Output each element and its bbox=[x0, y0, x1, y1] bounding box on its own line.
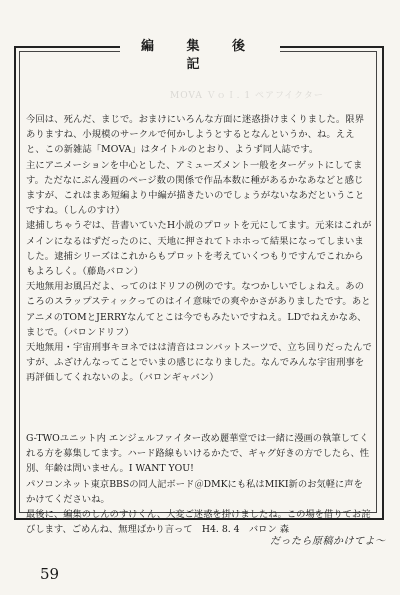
paragraph: G-TWOユニット内 エンジェルファイター改め麗華堂では一緒に漫画の執筆してくれる方を募集してます。ハード路線もいけるかたで、ギャグ好きの方でしたら、性別、年齢は問いません。I WANT YOU! bbox=[26, 433, 370, 475]
paragraph: 今回は、死んだ、まじで。おまけにいろんな方面に迷惑掛けまくりました。限界ありますね、小規模のサークルで何かしようとするとなんというか、ね。ええと、この新雑誌「MOVA」はタイトルのとおり、ようず同人誌です。 bbox=[26, 114, 365, 156]
handwritten-note: だったら原稿かけてよ〜 bbox=[270, 536, 386, 547]
page-title: 編 集 後 記 bbox=[120, 38, 280, 56]
paragraph: 主にアニメーションを中心とした、アミューズメント一般をターゲットにしてます。ただなにぶん漫画のページ数の関係で作品本数に種があるかなあなどと感じますが、これはまあ短編より中編が描きたいのでしょうがないなあだということですね。（しんのすけ） bbox=[26, 159, 365, 217]
page-number: 59 bbox=[40, 565, 60, 583]
paragraph: パソコンネット東京BBSの同人記ボード＠DMKにも私はMIKI新のお気軽に声をかけてくださいね。 bbox=[26, 478, 363, 505]
paragraph: 最後に、編集のしんのすけくん、大変ご迷惑を掛けましたね。この場を借りてお詫びします、ごめんね、無理ばかり言って H4. 8. 4 バロン 森 bbox=[26, 509, 371, 536]
paragraph: 天地無用・宇宙刑事キヨネではは清音はコンバットスーツで、立ち回りだったんですが、ふざけんなってことでいまの感じになりました。なんでみんな宇宙刑事を再評価してくれないのよ。（バロンギャバン） bbox=[26, 342, 372, 384]
main-text-block bbox=[26, 112, 372, 386]
paragraph: 天地無用お風呂だよ、ってのはドリフの例のです。なつかしいでしょねえ。あのころのスラップスティックってのはイイ意味での爽やかさがありましたです。あとアニメのTOMとJERRYなんてとこは今でもみたいですねえ。LDでねえかなあ、まじで。（バロンドリフ） bbox=[26, 281, 371, 338]
paragraph: 逮捕しちゃうぞは、昔書いていたH小説のプロットを元にしてます。元来はこれがメインになるはずだったのに、天地に押されてトホホって結果になってしまいました。逮捕シリーズはこれからもプロットを考えていくつもりですんでこれからもよろしく。（藤島バロン） bbox=[26, 220, 372, 278]
show-through-text: MOVA ＶｏＩ. 1 ぺアフイクター bbox=[170, 91, 324, 101]
notice-text-block bbox=[26, 431, 372, 537]
